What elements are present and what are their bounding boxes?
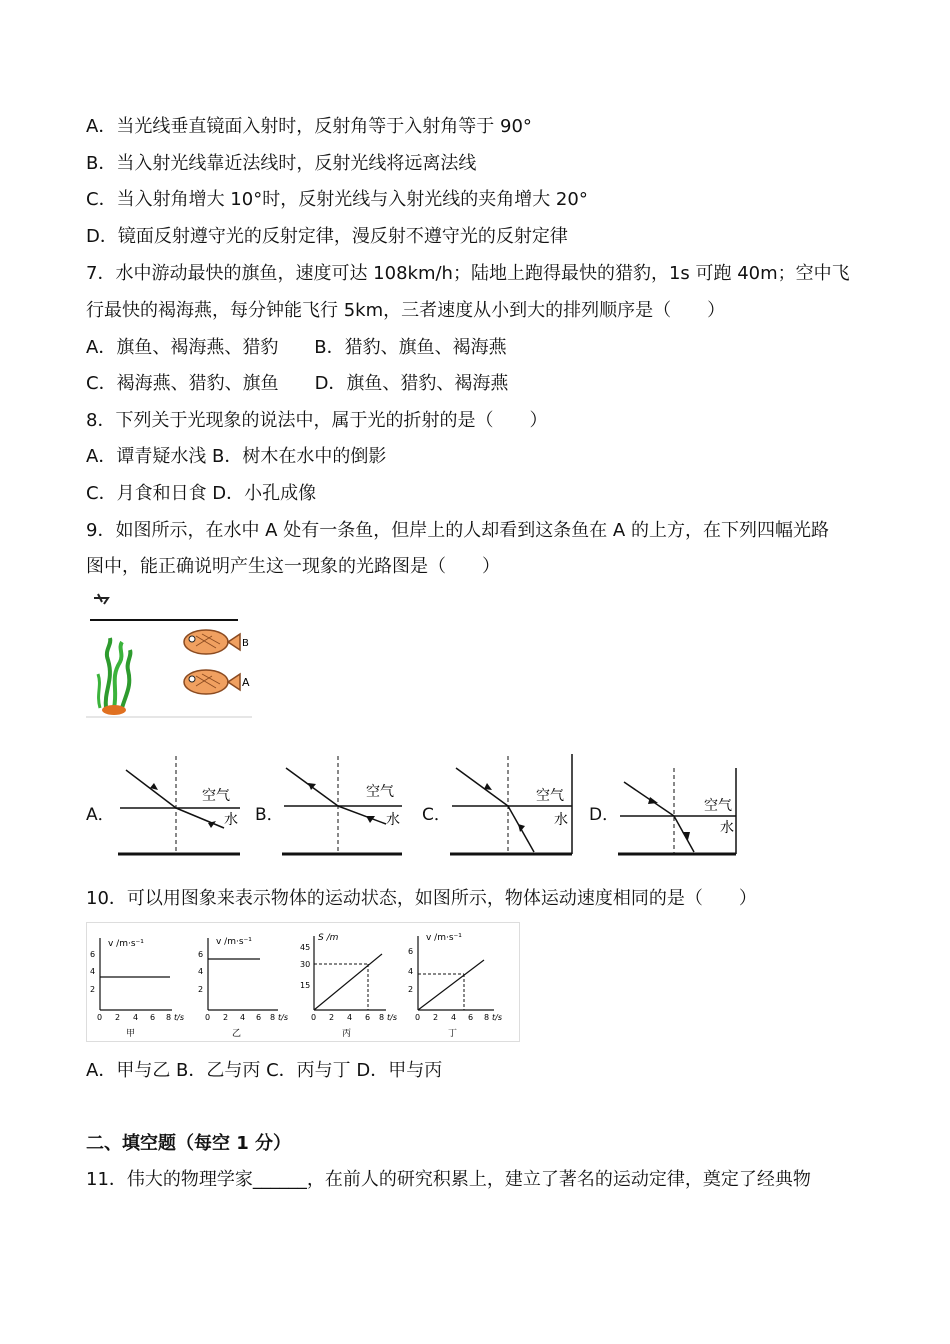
graph-bing (300, 933, 397, 1039)
ray-air (456, 768, 508, 806)
q9-fish-scene (86, 590, 252, 718)
xtick: 0 (415, 1013, 421, 1022)
ray-water (338, 806, 386, 824)
xtick: 8 (379, 1013, 385, 1022)
ytick: 2 (408, 985, 414, 994)
xtick: 4 (347, 1013, 353, 1022)
xtick: 4 (240, 1013, 246, 1022)
q9-diagram-b (280, 752, 406, 858)
air-label: 空气 (202, 788, 230, 804)
seaweed-icon (98, 638, 130, 715)
q6-option-a: A．当光线垂直镜面入射时，反射角等于入射角等于 90° (86, 116, 532, 137)
graph-ding-name: 丁 (448, 1029, 458, 1039)
ytick: 4 (408, 967, 414, 976)
graph-jia-name: 甲 (126, 1029, 136, 1039)
xtick: 2 (223, 1013, 229, 1022)
q10-stem: 10．可以用图象来表示物体的运动状态，如图所示，物体运动速度相同的是（ ） (86, 888, 757, 909)
ytick: 2 (198, 985, 204, 994)
graph-yi-name: 乙 (232, 1029, 242, 1039)
q9-diagram-a (112, 752, 244, 858)
q10-graphs (86, 922, 520, 1042)
q6-option-b: B．当入射光线靠近法线时，反射光线将远离法线 (86, 153, 477, 174)
ray-air (126, 770, 176, 808)
fish-scene-drawing (86, 590, 252, 718)
xtick: 6 (150, 1013, 156, 1022)
ytick: 6 (198, 950, 204, 959)
ytick: 6 (408, 947, 414, 956)
ytick: 6 (90, 950, 96, 959)
xtick: 2 (115, 1013, 121, 1022)
xtick: 4 (451, 1013, 457, 1022)
air-label: 空气 (536, 788, 564, 804)
xtick: 0 (97, 1013, 103, 1022)
xunit: t/s (174, 1013, 184, 1022)
xunit: t/s (492, 1013, 502, 1022)
ray-air (624, 782, 674, 816)
q9-diagram-d-label: D． (589, 805, 620, 825)
ytick: 2 (90, 985, 96, 994)
water-label: 水 (386, 812, 400, 828)
graph-ding-ylabel: v /m·s⁻¹ (426, 933, 462, 943)
q8-options-row1: A．谭青疑水浅 B．树木在水中的倒影 (86, 446, 387, 467)
q7-stem-line2: 行最快的褐海燕，每分钟能飞行 5km，三者速度从小到大的排列顺序是（ ） (86, 300, 726, 321)
graph-ding (408, 933, 502, 1039)
section-title: 二、填空题（每空 1 分） (86, 1133, 292, 1154)
q10-options: A．甲与乙 B．乙与丙 C．丙与丁 D．甲与丙 (86, 1060, 443, 1081)
water-label: 水 (224, 812, 238, 828)
eye-icon (94, 594, 108, 604)
q9-diagram-a-label: A． (86, 805, 115, 825)
xtick: 0 (205, 1013, 211, 1022)
q7-options-row2: C．褐海燕、猎豹、旗鱼 D．旗鱼、猎豹、褐海燕 (86, 373, 509, 394)
xtick: 6 (365, 1013, 371, 1022)
xtick: 8 (270, 1013, 276, 1022)
xtick: 4 (133, 1013, 139, 1022)
xtick: 8 (166, 1013, 172, 1022)
q9-diagram-d (616, 766, 742, 858)
graph-yi-ylabel: v /m·s⁻¹ (216, 937, 252, 947)
xtick: 8 (484, 1013, 490, 1022)
air-label: 空气 (704, 798, 732, 814)
arrow-icon (648, 797, 658, 804)
fish-b-label: B (242, 638, 249, 649)
graph-yi (198, 937, 288, 1039)
ytick: 4 (90, 967, 96, 976)
ytick: 4 (198, 967, 204, 976)
fish-a-icon (184, 670, 240, 694)
q6-option-d: D．镜面反射遵守光的反射定律，漫反射不遵守光的反射定律 (86, 226, 568, 247)
q11-stem-line1: 11．伟大的物理学家______，在前人的研究积累上，建立了著名的运动定律，奠定了经典物 (86, 1169, 811, 1190)
ytick: 15 (300, 981, 311, 990)
ytick: 45 (300, 943, 311, 952)
fish-b-icon (184, 630, 240, 654)
water-label: 水 (554, 812, 568, 828)
xtick: 6 (468, 1013, 474, 1022)
q8-options-row2: C．月食和日食 D．小孔成像 (86, 483, 317, 504)
q9-stem-line1: 9．如图所示，在水中 A 处有一条鱼，但岸上的人却看到这条鱼在 A 的上方，在下列四幅光路 (86, 520, 829, 541)
graph-bing-name: 丙 (342, 1029, 352, 1039)
q9-stem-line2: 图中，能正确说明产生这一现象的光路图是（ ） (86, 556, 500, 577)
xtick: 0 (311, 1013, 317, 1022)
graph-jia-ylabel: v /m·s⁻¹ (108, 939, 144, 949)
q8-stem: 8．下列关于光现象的说法中，属于光的折射的是（ ） (86, 410, 548, 431)
arrow-icon (484, 783, 492, 790)
water-label: 水 (720, 820, 734, 836)
graph-bing-ylabel: S /m (318, 933, 339, 943)
graph-jia (90, 938, 184, 1039)
velocity-line (418, 960, 484, 1010)
xunit: t/s (387, 1013, 397, 1022)
fish-a-label: A (242, 676, 250, 689)
q9-diagram-b-label: B． (255, 805, 284, 825)
air-label: 空气 (366, 784, 394, 800)
xtick: 2 (433, 1013, 439, 1022)
q7-options-row1: A．旗鱼、褐海燕、猎豹 B．猎豹、旗鱼、褐海燕 (86, 337, 507, 358)
xunit: t/s (278, 1013, 288, 1022)
xtick: 6 (256, 1013, 262, 1022)
q9-diagram-c-label: C． (422, 805, 451, 825)
distance-line (314, 954, 382, 1010)
q9-diagram-c (448, 752, 576, 858)
q7-stem-line1: 7．水中游动最快的旗鱼，速度可达 108km/h；陆地上跑得最快的猎豹，1s 可跑 40m；空中飞 (86, 263, 850, 284)
ytick: 30 (300, 960, 311, 969)
q6-option-c: C．当入射角增大 10°时，反射光线与入射光线的夹角增大 20° (86, 189, 588, 210)
ray-water (176, 808, 224, 828)
xtick: 2 (329, 1013, 335, 1022)
